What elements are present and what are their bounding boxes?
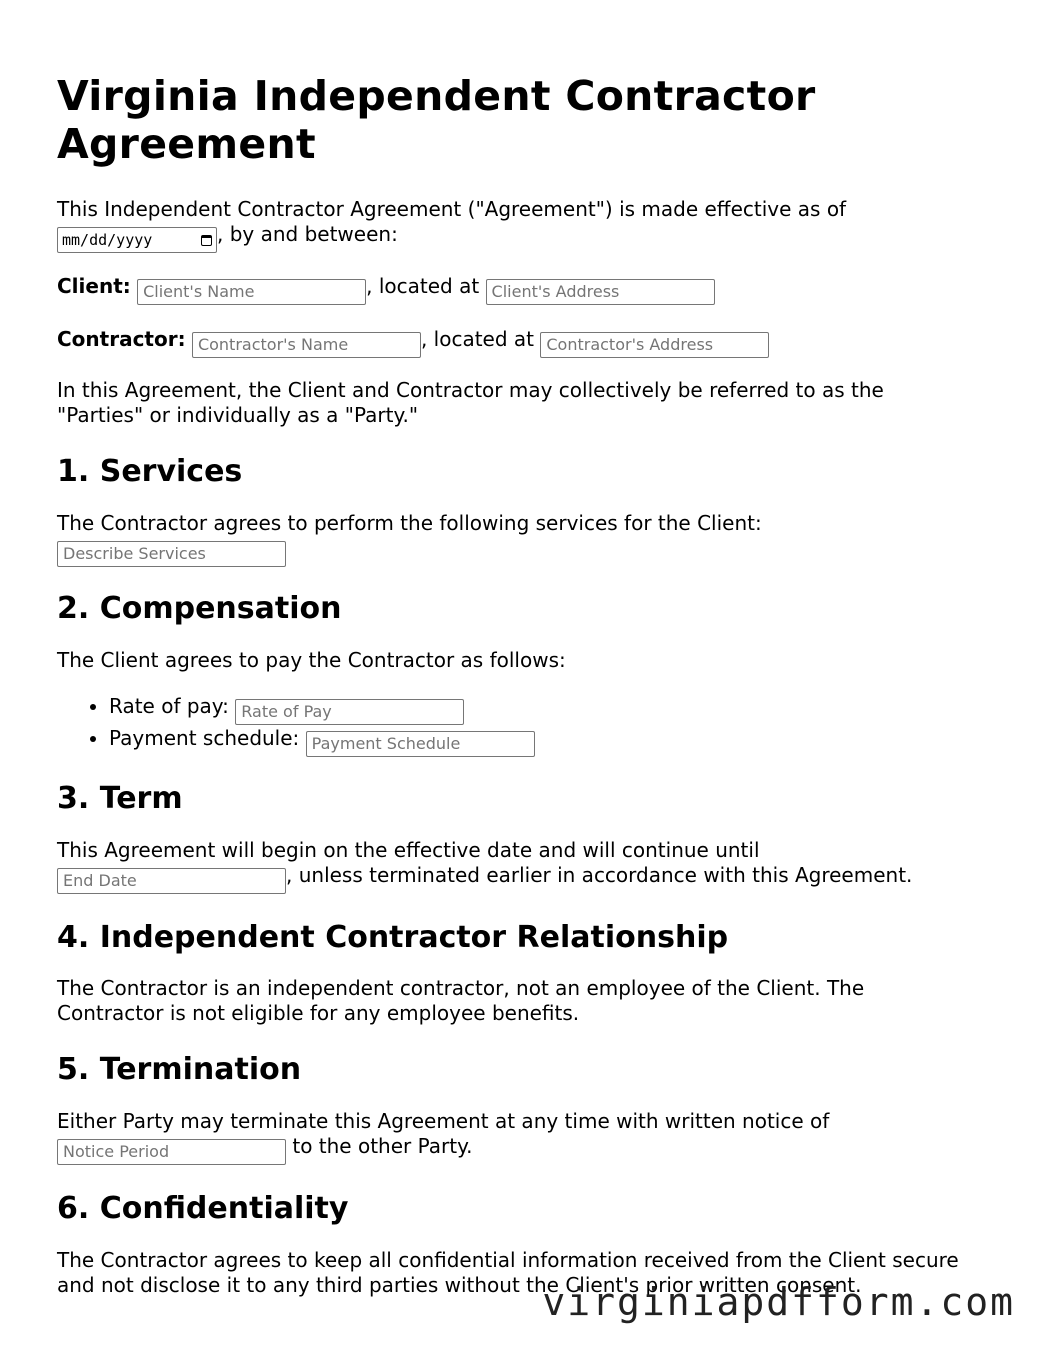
termination-text: Either Party may terminate this Agreement at any time with written notice of: [57, 1109, 830, 1133]
rate-input[interactable]: Rate of Pay: [235, 699, 464, 725]
notice-period-input[interactable]: Notice Period: [57, 1139, 286, 1165]
term-heading: 3. Term: [57, 781, 183, 816]
confidentiality-heading: 6. Confidentiality: [57, 1191, 349, 1226]
services-text: The Contractor agrees to perform the following services for the Client:: [57, 511, 762, 535]
compensation-heading: 2. Compensation: [57, 591, 342, 626]
list-item: [109, 725, 1007, 757]
client-address-input[interactable]: Client's Address: [486, 279, 715, 305]
relationship-paragraph: The Contractor is an independent contractor, not an employee of the Client. The Contractor is not eligible for any employee benefits.: [57, 976, 865, 1025]
agreement-page: [57, 72, 1007, 1298]
client-label: Client:: [57, 274, 131, 298]
termination-heading: 5. Termination: [57, 1052, 302, 1087]
contractor-address-input[interactable]: Contractor's Address: [540, 332, 769, 358]
intro-text-after: , by and between:: [217, 222, 398, 246]
confidentiality-paragraph: The Contractor agrees to keep all confidential information received from the Client secure and not disclose it to any third parties without the Client's prior written consent.: [57, 1248, 959, 1297]
watermark: virginiapdfform.com: [542, 1280, 1015, 1324]
contractor-label: Contractor:: [57, 327, 186, 351]
calendar-icon[interactable]: [201, 235, 212, 246]
intro-text: This Independent Contractor Agreement ("Agreement") is made effective as of: [57, 197, 847, 221]
page-title: Virginia Independent Contractor Agreement: [57, 72, 816, 168]
contractor-line: [57, 327, 1007, 358]
date-value: mm/dd/yyyy: [62, 231, 153, 249]
list-item: [109, 693, 1007, 725]
termination-text-after: to the other Party.: [286, 1134, 473, 1158]
relationship-heading: 4. Independent Contractor Relationship: [57, 920, 729, 955]
client-line: [57, 274, 1007, 305]
schedule-label: Payment schedule:: [109, 726, 300, 750]
contractor-located-at: , located at: [420, 327, 535, 351]
client-located-at: , located at: [366, 274, 480, 298]
term-text-after: , unless terminated earlier in accordance with this Agreement.: [286, 863, 913, 887]
services-heading: 1. Services: [57, 454, 243, 489]
termination-paragraph: [57, 1109, 1007, 1165]
client-name-input[interactable]: Client's Name: [137, 279, 366, 305]
parties-paragraph: In this Agreement, the Client and Contractor may collectively be referred to as the "Parties" or individually as a "Party.": [57, 378, 884, 427]
contractor-name-input[interactable]: Contractor's Name: [192, 332, 421, 358]
services-input[interactable]: Describe Services: [57, 541, 286, 567]
term-paragraph: [57, 838, 1007, 894]
term-text: This Agreement will begin on the effective date and will continue until: [57, 838, 760, 862]
effective-date-input[interactable]: [57, 227, 217, 253]
rate-label: Rate of pay:: [109, 694, 229, 718]
compensation-list: [57, 693, 1007, 757]
schedule-input[interactable]: Payment Schedule: [306, 731, 535, 757]
end-date-input[interactable]: End Date: [57, 868, 286, 894]
services-paragraph: [57, 511, 1007, 567]
compensation-text: The Client agrees to pay the Contractor as follows:: [57, 648, 566, 672]
intro-paragraph: [57, 197, 887, 253]
